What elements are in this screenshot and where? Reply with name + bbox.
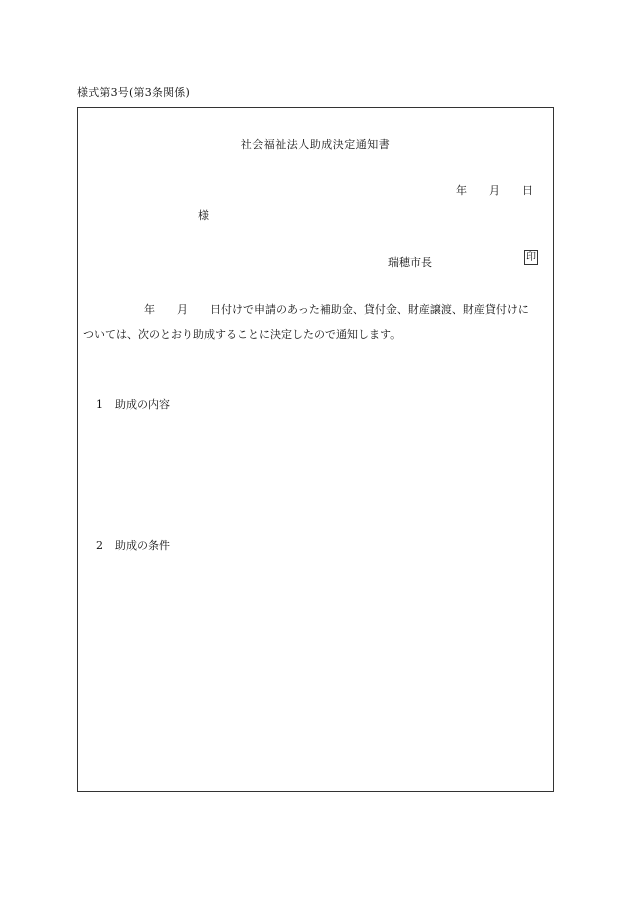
document-title: 社会福祉法人助成決定通知書 [240, 138, 391, 151]
addressee-suffix: 様 [198, 209, 209, 222]
section-number: 1 [96, 398, 103, 411]
section-heading-conditions [96, 537, 170, 553]
body-text-line-1 [144, 301, 529, 317]
section-title: 助成の条件 [115, 539, 170, 552]
section-title: 助成の内容 [115, 398, 170, 411]
body-year-label: 年 [144, 303, 155, 316]
document-frame [77, 107, 554, 792]
form-number-label: 様式第3号(第3条関係) [77, 86, 190, 99]
section-heading-content [96, 396, 170, 412]
issuer-name: 瑞穂市長 [388, 256, 432, 269]
date-month-label: 月 [489, 184, 500, 197]
seal-mark: 印 [526, 252, 536, 263]
date-year-label: 年 [456, 184, 467, 197]
date-day-label: 日 [522, 184, 533, 197]
body-text-line-2: ついては、次のとおり助成することに決定したので通知します。 [83, 328, 402, 341]
date-line [456, 182, 533, 198]
body-line1-text: 日付けで申請のあった補助金、貸付金、財産譲渡、財産貸付けに [210, 303, 529, 316]
body-month-label: 月 [177, 303, 188, 316]
section-number: 2 [96, 539, 103, 552]
